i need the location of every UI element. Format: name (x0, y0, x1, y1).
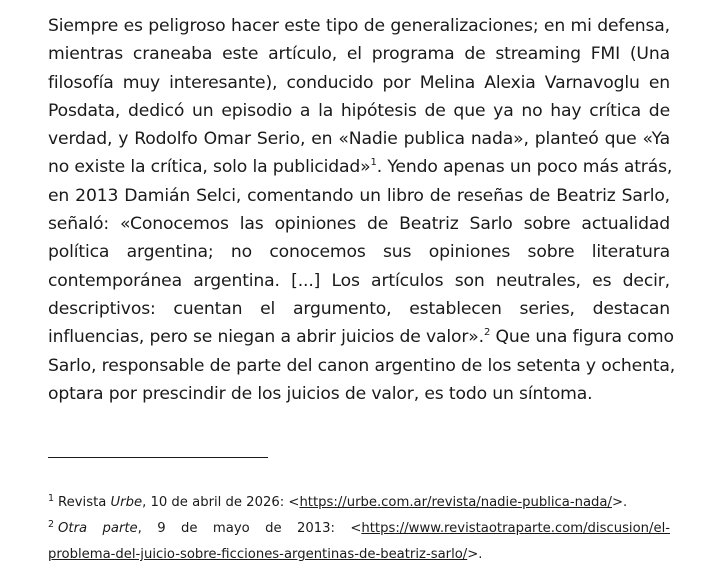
body-text: Que una figura como (490, 327, 674, 348)
footnote-2-link-continuation[interactable]: problema-del-juicio-sobre-ficciones-argentinas-de-beatriz-sarlo/ (48, 547, 468, 562)
source-title: Urbe (110, 495, 143, 510)
body-line: verdad, y Rodolfo Omar Serio, en «Nadie publica nada», planteó que «Ya (48, 129, 670, 150)
body-line (48, 153, 673, 181)
footnote-number: 2 (48, 519, 55, 530)
footnote-ref-1[interactable]: 1 (370, 157, 377, 169)
footnote-1-link[interactable]: https://urbe.com.ar/revista/nadie-publica-nada/ (299, 495, 612, 510)
body-text: . Yendo apenas un poco más atrás, (376, 157, 673, 178)
body-line: Posdata, dedicó un episodio a la hipótesis de que ya no hay crítica de (48, 100, 670, 121)
body-line: contemporánea argentina. [...] Los artículos son neutrales, es decir, (48, 270, 670, 291)
footnote-number: 1 (48, 493, 55, 504)
source-title: Otra parte (58, 521, 138, 536)
body-line: filosofía muy interesante), conducido por Melina Alexia Varnavoglu en (48, 72, 670, 93)
footnote-1: $^1$ Revista Urbe, 10 de abril de 2026: <https://urbe.com.ar/revista/nadie-publica-nada/>. (48, 493, 628, 510)
body-line: descriptivos: cuentan el argumento, establecen series, destacan (48, 298, 670, 319)
footnote-ref-2[interactable]: 2 (483, 327, 491, 339)
body-text: influencias, pero se niegan a abrir juicios de valor». (48, 327, 484, 348)
body-paragraph (48, 12, 676, 408)
body-text: no existe la crítica, solo la publicidad» (48, 157, 371, 178)
body-line: en 2013 Damián Selci, comentando un libro de reseñas de Beatriz Sarlo, (48, 185, 670, 206)
footnotes (48, 490, 670, 568)
footnote-separator (48, 457, 268, 458)
body-line: señaló: «Conocemos las opiniones de Beatriz Sarlo sobre actualidad (48, 214, 670, 235)
body-line: optara por prescindir de los juicios de valor, es todo un síntoma. (48, 383, 593, 404)
body-line: Siempre es peligroso hacer este tipo de generalizaciones; en mi defensa, (48, 16, 670, 36)
body-line (48, 323, 674, 351)
body-line: mientras craneaba este artículo, el programa de streaming FMI (Una (48, 44, 670, 65)
footnote-2-link[interactable]: https://www.revistaotraparte.com/discusion/el- (361, 521, 671, 536)
body-line: Sarlo, responsable de parte del canon argentino de los setenta y ochenta, (48, 355, 676, 376)
footnote-2: $^2$ Otra parte, 9 de mayo de 2013: <https://www.revistaotraparte.com/discusion/el- (48, 519, 671, 536)
footnote-2-continuation: problema-del-juicio-sobre-ficciones-argentinas-de-beatriz-sarlo/>. (48, 547, 483, 562)
body-line: política argentina; no conocemos sus opiniones sobre literatura (48, 242, 670, 263)
